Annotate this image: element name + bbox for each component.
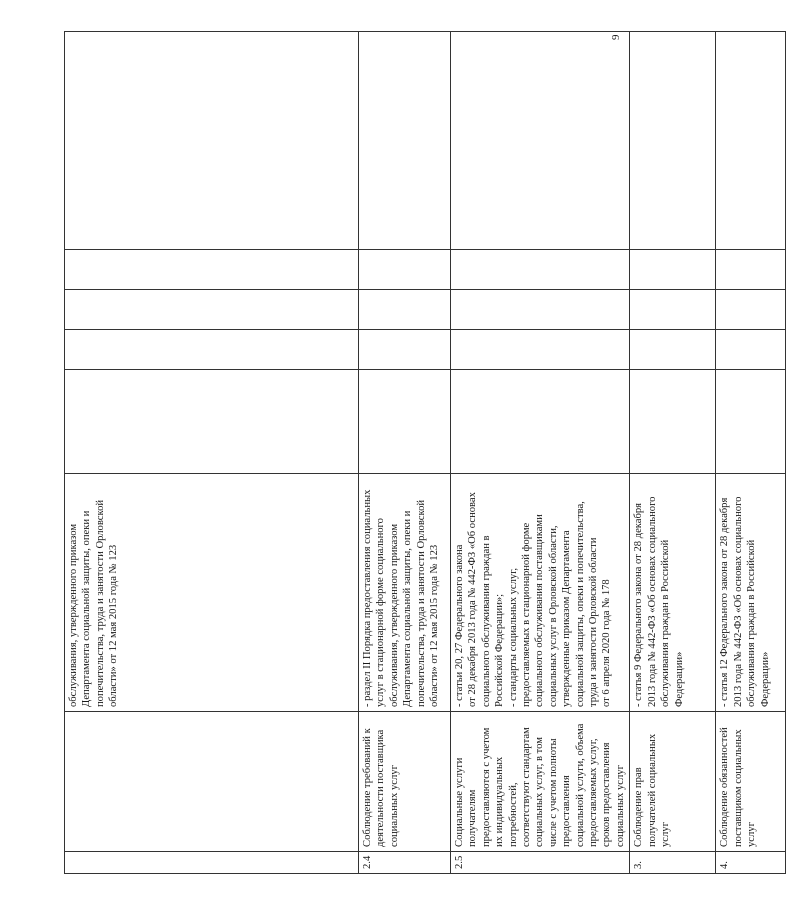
- requirement-cell-line: деятельности поставщика: [375, 729, 387, 847]
- row-number: 2.4: [359, 852, 451, 874]
- requirement-cell-line: Социальные услуги: [454, 757, 465, 847]
- table-row: [716, 32, 786, 874]
- requirement-cell-line: Соблюдение обязанностей: [719, 727, 731, 847]
- legal-basis-cell: [65, 474, 359, 712]
- legal-basis-cell-line: 2013 года № 442-ФЗ «Об основах социального: [646, 496, 658, 707]
- legal-basis-cell-line: предоставляемых в стационарной форме: [521, 522, 533, 707]
- legal-basis-cell-line: Федерации»: [759, 651, 771, 707]
- inspection-table: [64, 31, 786, 874]
- legal-basis-cell-line: области» от 12 мая 2015 года № 123: [429, 544, 441, 707]
- legal-basis-cell-line: утвержденные приказом Департамента: [561, 530, 573, 707]
- page-number: 9: [610, 34, 622, 40]
- legal-basis-cell: [359, 474, 451, 712]
- row-number: 3.: [630, 852, 716, 874]
- legal-basis-cell-line: обслуживания, утвержденного приказом: [68, 523, 79, 707]
- requirement-cell-line: предоставляемых услуг,: [588, 738, 600, 847]
- empty-cell: [65, 290, 359, 330]
- empty-cell: [716, 290, 786, 330]
- legal-basis-cell-line: социальной защиты, опеки и попечительства,: [574, 501, 586, 707]
- empty-cell: [630, 250, 716, 290]
- empty-cell: [359, 250, 451, 290]
- empty-cell: [359, 290, 451, 330]
- legal-basis-cell-line: обслуживания граждан в Российской: [660, 539, 672, 707]
- requirement-cell-line: социальных услуг, в том: [534, 737, 546, 847]
- legal-basis-cell-line: от 28 декабря 2013 года № 442-ФЗ «Об основах: [467, 492, 479, 707]
- legal-basis-cell-line: услуг в стационарной форме социального: [375, 518, 387, 707]
- requirement-cell-line: социальной услуги, объема: [574, 723, 586, 847]
- requirement-cell-line: числе с учетом полноты: [547, 738, 559, 847]
- requirement-cell: [451, 712, 630, 852]
- legal-basis-cell-line: попечительства, труда и занятости Орловской: [94, 499, 106, 707]
- legal-basis-cell-line: 2013 года № 442-ФЗ «Об основах социального: [732, 496, 744, 707]
- legal-basis-cell-line: - статья 9 Федерального закона от 28 декабря: [633, 502, 645, 707]
- legal-basis-cell-line: обслуживания, утвержденного приказом: [388, 523, 400, 707]
- legal-basis-cell-line: Департамента социальной защиты, опеки и: [402, 510, 414, 707]
- requirement-cell-line: их индивидуальных: [494, 756, 506, 847]
- legal-basis-cell-line: области» от 12 мая 2015 года № 123: [108, 544, 120, 707]
- empty-cell: [451, 250, 630, 290]
- requirement-cell-line: поставщиком социальных: [732, 729, 744, 847]
- legal-basis-cell-line: от 6 апреля 2020 года № 178: [601, 579, 613, 707]
- empty-cell: [359, 370, 451, 474]
- empty-cell: [451, 370, 630, 474]
- empty-cell: [716, 370, 786, 474]
- empty-cell: [451, 290, 630, 330]
- table-row: [359, 32, 451, 874]
- legal-basis-cell-line: Российской Федерации»;: [494, 593, 506, 707]
- requirement-cell: [630, 712, 716, 852]
- legal-basis-cell-line: социальных услуг в Орловской области,: [547, 525, 559, 707]
- legal-basis-cell-line: труда и занятости Орловской области: [588, 537, 600, 707]
- requirement-cell-line: сроков предоставления: [601, 742, 613, 847]
- empty-cell: [716, 250, 786, 290]
- legal-basis-cell: [716, 474, 786, 712]
- row-number: [65, 852, 359, 874]
- requirement-cell-line: получателям: [467, 789, 479, 847]
- requirement-cell-line: Соблюдение прав: [633, 767, 645, 847]
- empty-cell: [451, 330, 630, 370]
- requirement-cell-line: предоставляются с учетом: [480, 727, 492, 847]
- empty-cell: [359, 330, 451, 370]
- empty-cell: [65, 32, 359, 250]
- table-row: [630, 32, 716, 874]
- requirement-cell-line: потребностей,: [507, 782, 519, 847]
- requirement-cell: [716, 712, 786, 852]
- legal-basis-cell: [630, 474, 716, 712]
- requirement-cell-line: соответствуют стандартам: [521, 727, 533, 847]
- empty-cell: [451, 32, 630, 250]
- empty-cell: [630, 32, 716, 250]
- empty-cell: [359, 32, 451, 250]
- requirement-cell-line: услуг: [746, 822, 758, 847]
- empty-cell: [630, 330, 716, 370]
- row-number: 2.5: [451, 852, 630, 874]
- empty-cell: [65, 330, 359, 370]
- requirement-cell-line: предоставления: [561, 775, 573, 847]
- requirement-cell-line: получателей социальных: [646, 733, 658, 847]
- requirement-cell-line: Соблюдение требований к: [362, 728, 373, 847]
- legal-basis-cell-line: социального обслуживания граждан в: [480, 535, 492, 707]
- requirement-cell: [359, 712, 451, 852]
- legal-basis-cell-line: обслуживания граждан в Российской: [746, 539, 758, 707]
- empty-cell: [65, 250, 359, 290]
- legal-basis-cell-line: попечительства, труда и занятости Орловской: [415, 499, 427, 707]
- rotated-page: [64, 32, 771, 874]
- requirement-cell-line: социальных услуг: [388, 765, 400, 847]
- requirement-cell: [65, 712, 359, 852]
- empty-cell: [716, 330, 786, 370]
- legal-basis-cell-line: - раздел II Порядка предоставления социальных: [362, 489, 373, 707]
- requirement-cell-line: услуг: [660, 822, 672, 847]
- empty-cell: [716, 32, 786, 250]
- table-row: [65, 32, 359, 874]
- legal-basis-cell-line: - статьи 20, 27 Федерального закона: [454, 544, 465, 707]
- legal-basis-cell-line: Департамента социальной защиты, опеки и: [81, 510, 93, 707]
- empty-cell: [65, 370, 359, 474]
- legal-basis-cell-line: - стандарты социальных услуг,: [507, 567, 519, 707]
- requirement-cell-line: социальных услуг: [614, 765, 626, 847]
- legal-basis-cell: [451, 474, 630, 712]
- row-number: 4.: [716, 852, 786, 874]
- empty-cell: [630, 290, 716, 330]
- table-row: [451, 32, 630, 874]
- legal-basis-cell-line: социального обслуживания поставщиками: [534, 514, 546, 707]
- empty-cell: [630, 370, 716, 474]
- legal-basis-cell-line: - статья 12 Федерального закона от 28 декабря: [719, 497, 731, 707]
- legal-basis-cell-line: Федерации»: [673, 651, 685, 707]
